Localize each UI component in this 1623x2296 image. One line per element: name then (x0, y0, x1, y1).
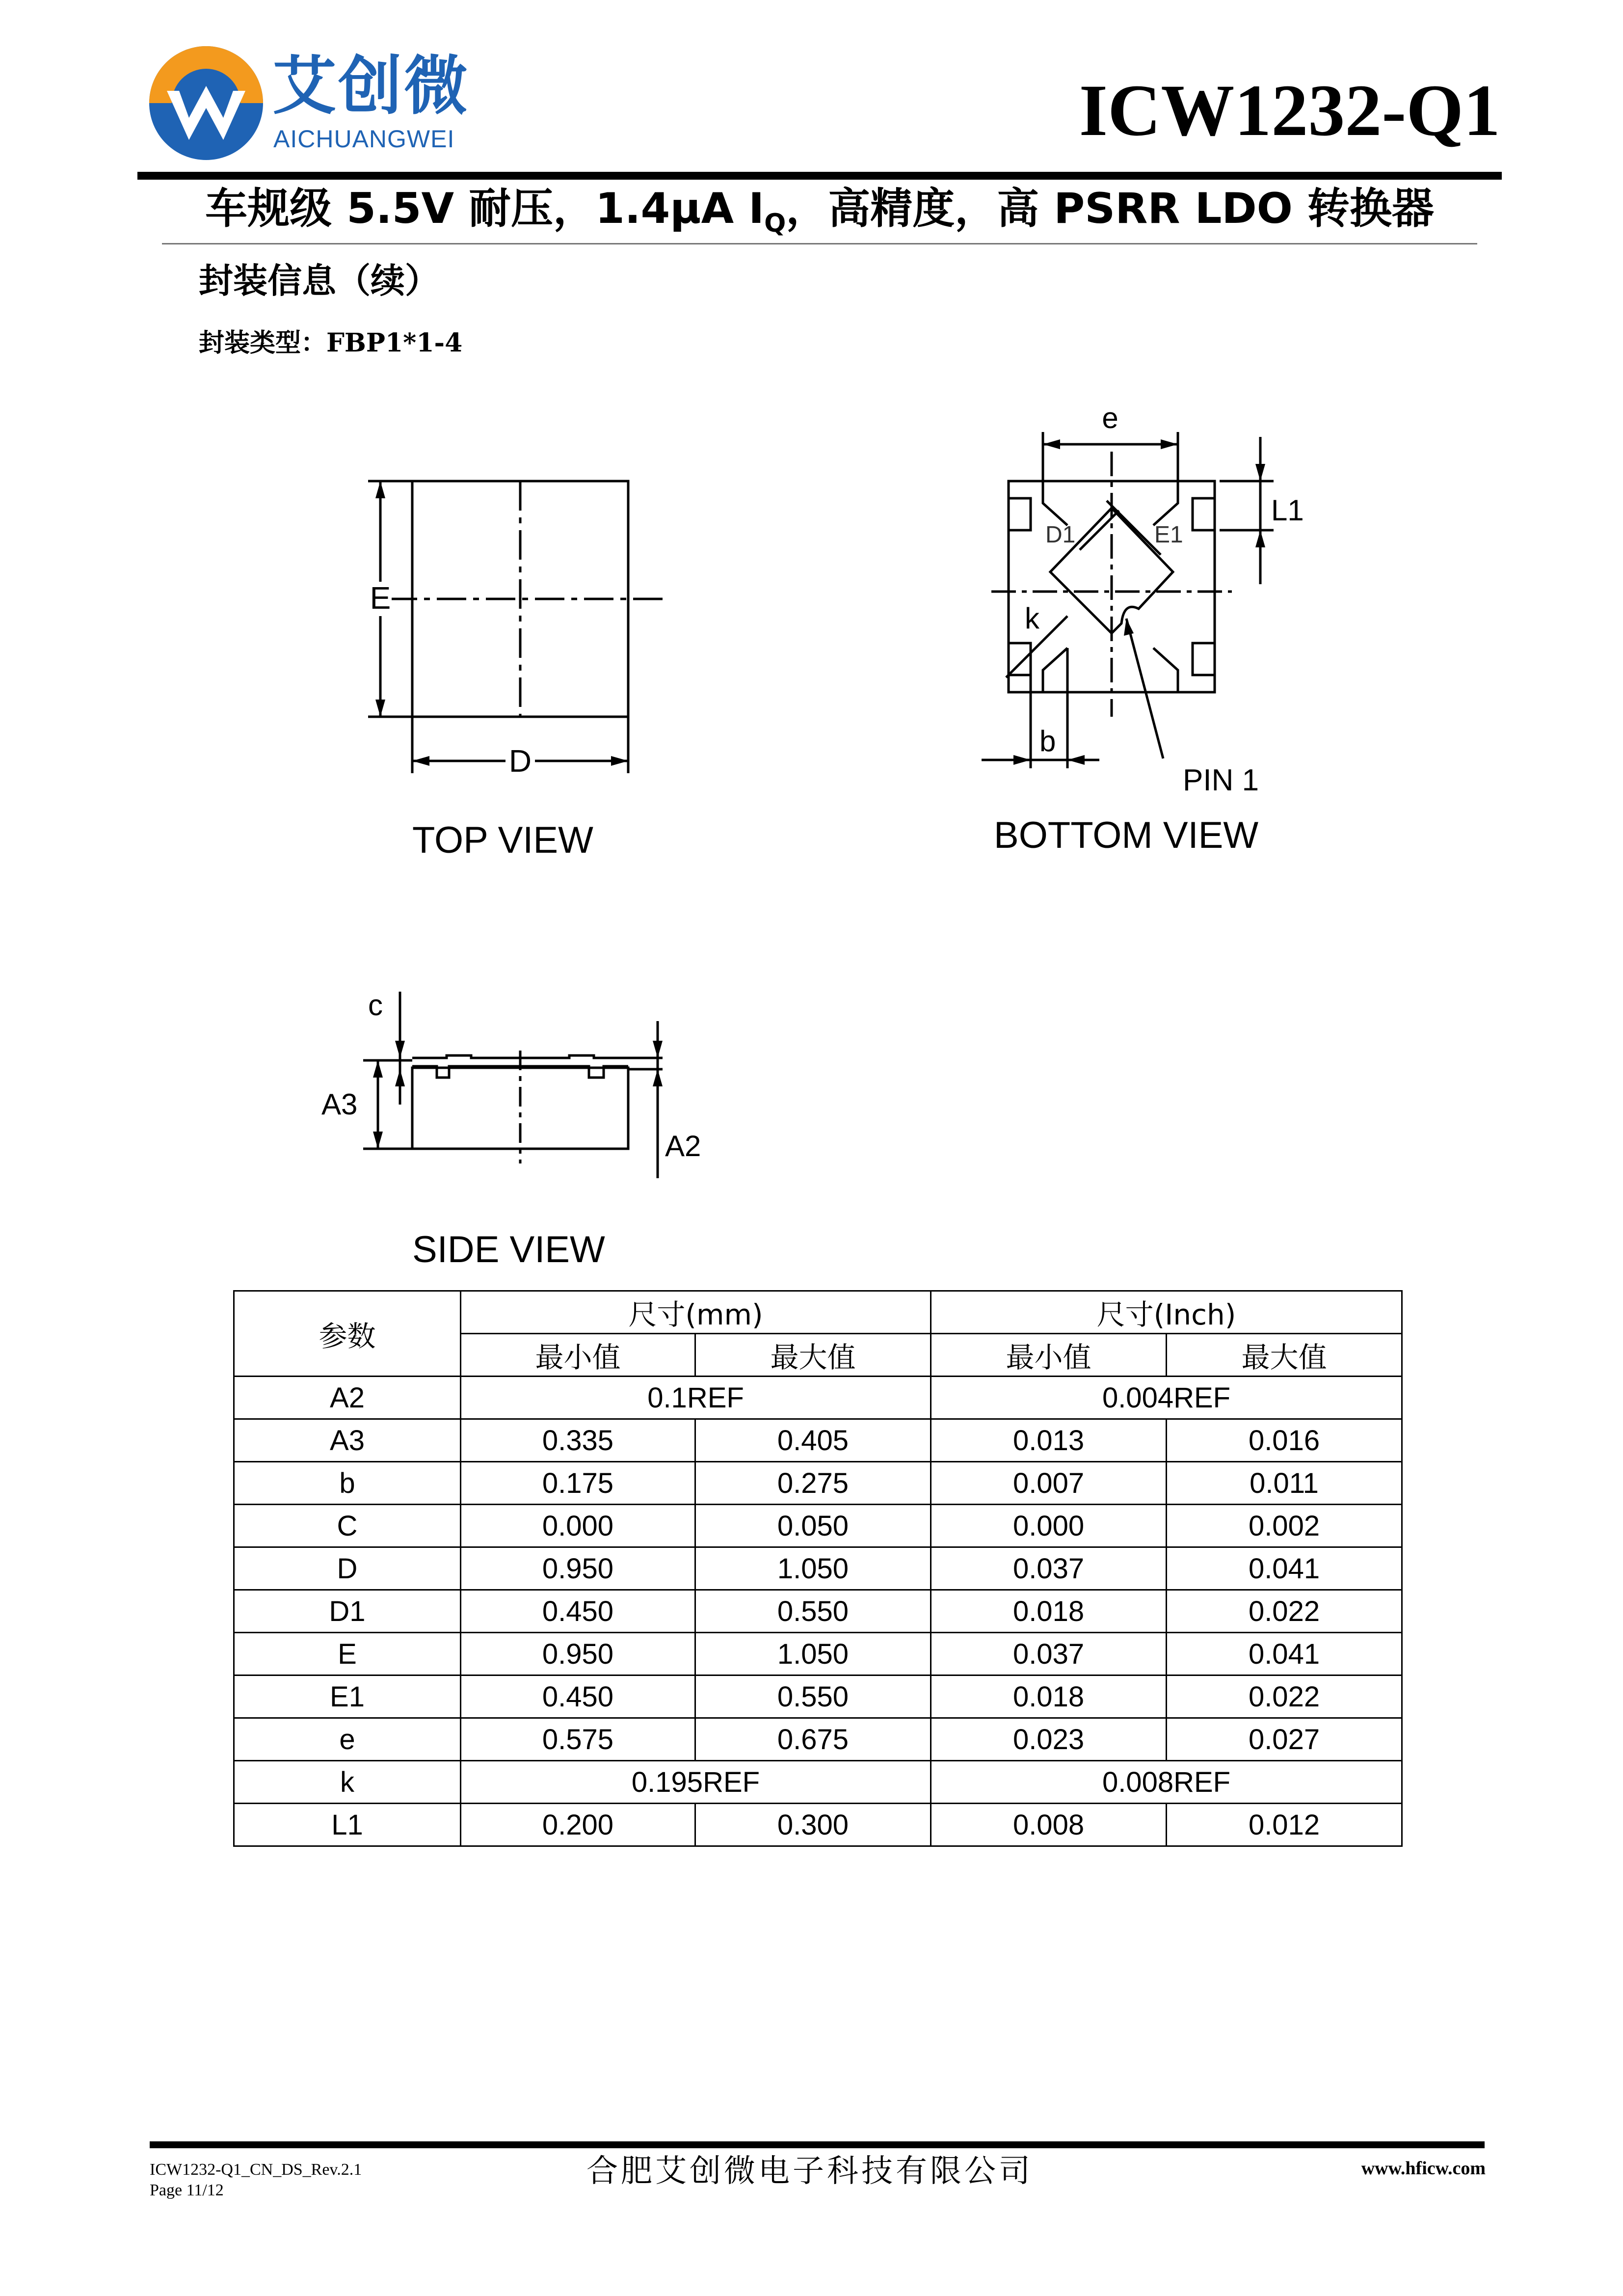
document-subtitle (147, 186, 1492, 238)
dim-D1-label: D1 (1045, 522, 1076, 548)
brand-name-en: AICHUANGWEI (273, 125, 455, 153)
mm-max-cell: 0.050 (695, 1505, 931, 1547)
ref-inch-cell: 0.008REF (931, 1761, 1402, 1804)
mm-max-cell: 0.550 (695, 1590, 931, 1633)
table-header-row (234, 1291, 1402, 1334)
inch-min-cell: 0.000 (931, 1505, 1167, 1547)
inch-max-cell: 0.041 (1167, 1633, 1402, 1675)
footer-rule (150, 2141, 1485, 2148)
header-rule (137, 172, 1502, 180)
footer-website-link[interactable]: www.hficw.com (1361, 2158, 1486, 2179)
bottom-view-drawing (977, 403, 1330, 795)
mm-min-cell: 0.575 (461, 1718, 695, 1761)
inch-max-cell: 0.027 (1167, 1718, 1402, 1761)
inch-max-cell: 0.011 (1167, 1462, 1402, 1505)
dim-L1-label: L1 (1271, 494, 1304, 527)
mm-max-cell: 0.675 (695, 1718, 931, 1761)
ref-mm-cell: 0.195REF (461, 1761, 931, 1804)
table-row (234, 1590, 1402, 1633)
param-cell: e (234, 1718, 461, 1761)
inch-min-cell: 0.037 (931, 1547, 1167, 1590)
table-row (234, 1804, 1402, 1846)
mm-max-cell: 1.050 (695, 1633, 931, 1675)
mm-min-cell: 0.450 (461, 1675, 695, 1718)
subtitle-rule (162, 243, 1477, 244)
table-row (234, 1675, 1402, 1718)
table-row (234, 1505, 1402, 1547)
inch-min-cell: 0.018 (931, 1590, 1167, 1633)
table-row (234, 1462, 1402, 1505)
mm-min-cell: 0.000 (461, 1505, 695, 1547)
mm-max-cell: 0.275 (695, 1462, 931, 1505)
dim-E-label: E (370, 580, 391, 616)
mm-min-cell: 0.950 (461, 1633, 695, 1675)
mm-min-cell: 0.335 (461, 1419, 695, 1462)
inch-min-cell: 0.037 (931, 1633, 1167, 1675)
footer-doc-id: ICW1232-Q1_CN_DS_Rev.2.1 (150, 2161, 362, 2179)
mm-min-cell: 0.950 (461, 1547, 695, 1590)
table-row (234, 1547, 1402, 1590)
dim-b-label: b (1039, 725, 1056, 757)
param-header: 参数 (234, 1291, 461, 1377)
inch-min-cell: 0.008 (931, 1804, 1167, 1846)
inch-max-cell: 0.041 (1167, 1547, 1402, 1590)
section-heading: 封装信息（续） (199, 260, 439, 301)
mm-min-header: 最小值 (461, 1334, 695, 1377)
subtitle-part-a: 车规级 5.5V 耐压，1.4µA I (205, 184, 765, 233)
param-cell: E (234, 1633, 461, 1675)
table-row (234, 1633, 1402, 1675)
inch-max-cell: 0.016 (1167, 1419, 1402, 1462)
pin1-label: PIN 1 (1183, 763, 1259, 795)
subtitle-part-b: ，高精度，高 PSRR LDO 转换器 (786, 184, 1434, 233)
mm-min-cell: 0.450 (461, 1590, 695, 1633)
dim-E1-label: E1 (1154, 522, 1183, 548)
bottom-view-title: BOTTOM VIEW (994, 814, 1259, 856)
table-row (234, 1377, 1402, 1419)
dim-D-label: D (508, 743, 532, 779)
param-cell: L1 (234, 1804, 461, 1846)
subtitle-subscript: Q (764, 209, 786, 239)
mm-max-cell: 0.405 (695, 1419, 931, 1462)
table-row (234, 1419, 1402, 1462)
table-row (234, 1761, 1402, 1804)
param-cell: D (234, 1547, 461, 1590)
mm-max-header: 最大值 (695, 1334, 931, 1377)
param-cell: D1 (234, 1590, 461, 1633)
inch-min-header: 最小值 (931, 1334, 1167, 1377)
inch-header: 尺寸(Inch) (931, 1291, 1402, 1334)
dim-c-label: c (368, 989, 383, 1022)
inch-max-cell: 0.002 (1167, 1505, 1402, 1547)
brand-name-cn: 艾创微 (272, 49, 470, 123)
package-type: 封装类型：FBP1*1-4 (199, 328, 463, 358)
dim-A2-label: A2 (665, 1130, 701, 1162)
param-cell: b (234, 1462, 461, 1505)
footer-company-name: 合肥艾创微电子科技有限公司 (586, 2153, 1033, 2189)
mm-max-cell: 1.050 (695, 1547, 931, 1590)
inch-max-cell: 0.022 (1167, 1590, 1402, 1633)
mm-min-cell: 0.200 (461, 1804, 695, 1846)
mm-max-cell: 0.550 (695, 1675, 931, 1718)
param-cell: A2 (234, 1377, 461, 1419)
mm-min-cell: 0.175 (461, 1462, 695, 1505)
table-row (234, 1718, 1402, 1761)
top-view-title: TOP VIEW (412, 819, 593, 861)
inch-min-cell: 0.007 (931, 1462, 1167, 1505)
company-logo (147, 44, 265, 162)
top-view-drawing (344, 461, 687, 785)
dim-A3-label: A3 (321, 1088, 358, 1121)
ref-inch-cell: 0.004REF (931, 1377, 1402, 1419)
mm-max-cell: 0.300 (695, 1804, 931, 1846)
ref-mm-cell: 0.1REF (461, 1377, 931, 1419)
dim-k-label: k (1025, 602, 1039, 635)
param-cell: E1 (234, 1675, 461, 1718)
param-cell: C (234, 1505, 461, 1547)
inch-max-cell: 0.012 (1167, 1804, 1402, 1846)
inch-min-cell: 0.013 (931, 1419, 1167, 1462)
dimension-table (233, 1290, 1403, 1847)
inch-min-cell: 0.018 (931, 1675, 1167, 1718)
footer-page-number: Page 11/12 (150, 2181, 224, 2199)
param-cell: k (234, 1761, 461, 1804)
dim-e-label: e (1102, 403, 1118, 434)
inch-max-header: 最大值 (1167, 1334, 1402, 1377)
side-view-drawing (314, 982, 717, 1193)
param-cell: A3 (234, 1419, 461, 1462)
inch-min-cell: 0.023 (931, 1718, 1167, 1761)
part-number: ICW1232-Q1 (1079, 70, 1500, 151)
inch-max-cell: 0.022 (1167, 1675, 1402, 1718)
side-view-title: SIDE VIEW (412, 1229, 605, 1270)
mm-header: 尺寸(mm) (461, 1291, 931, 1334)
